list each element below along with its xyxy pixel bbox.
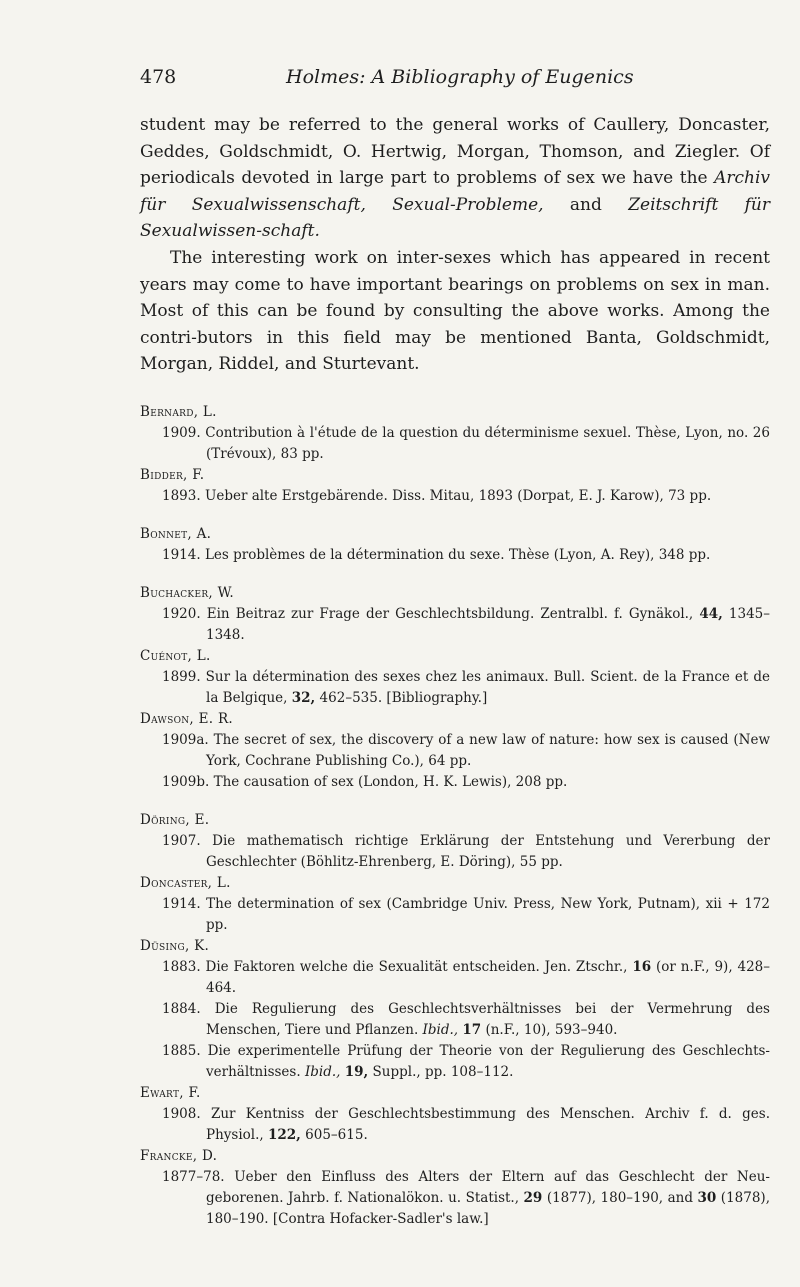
bib-text: (or n.F., 9), 428–464. [206,958,770,996]
bib-text: Ueber alte Erstgebärende. Diss. Mitau, 1893 (Dorpat, E. J. Karow), 73 pp. [200,487,712,504]
bibliography-list [140,402,770,1230]
bib-volume: 122, [267,1126,301,1143]
running-header [140,66,658,96]
page-body [140,112,770,1230]
bib-year: 1914. [162,546,201,563]
bib-entry [162,604,770,646]
bib-volume: 32, [291,689,316,706]
bib-text: (n.F., 10), 593–940. [481,1021,618,1038]
bib-text: The secret of sex, the discovery of a new law of nature: how sex is caused (New York, Cochrane Publishing Co.), 64 pp. [206,731,770,769]
bib-text: 1345–1348. [206,605,771,643]
bib-entry [162,730,770,772]
bib-text: Contribution à l'étude de la question du déterminisme sexuel. Thèse, Lyon, no. 26 (Trévoux), 83 pp. [200,424,770,462]
bib-year: 1893. [162,487,201,504]
bib-text: Zur Kentniss der Geschlechtsbestimmung des Menschen. Archiv f. d. ges. Physiol., [200,1105,770,1143]
bib-volume: 16 [632,958,652,975]
bib-text: Die experimentelle Prüfung der Theorie von der Regulierung des Geschlechts-verhältnisses. [200,1042,770,1080]
bib-text: (1878), 180–190. [Contra Hofacker-Sadler's law.] [206,1189,770,1227]
bib-entry [162,423,770,465]
bib-text: Les problèmes de la détermination du sexe. Thèse (Lyon, A. Rey), 348 pp. [200,546,711,563]
intersex-paragraph: The interesting work on inter-sexes which has appeared in recent years may come to have important bearings on problems on sex in man. Most of this can be found by consulting the above works. Among the contri-butors in this field may be mentioned Banta, Goldschmidt, Morgan, Riddel, and Sturtevant. [140,247,770,375]
page-number: 478 [140,66,177,88]
bib-entry [162,1167,770,1230]
bib-text: The determination of sex (Cambridge Univ. Press, New York, Putnam), xii + 172 pp. [200,895,770,933]
bib-year: 1907. [162,832,201,849]
bib-year: 1877–78. [162,1168,225,1185]
bib-author: Bernard, L. [140,403,217,420]
bib-text: Suppl., pp. 108–112. [368,1063,514,1080]
bib-author: Bidder, F. [140,466,205,483]
bib-ibid: Ibid., [422,1021,459,1038]
bib-year: 1884. [162,1000,201,1017]
bib-author: Buchacker, W. [140,584,234,601]
bib-entry [162,1041,770,1083]
bib-entry [162,667,770,709]
paragraph-text: student may be referred to the general works of Caullery, Doncaster, Geddes, Goldschmidt, O. Hertwig, Morgan, Thomson, and Ziegler. Of periodicals devoted in large part to problems of sex we have the [140,115,770,189]
bib-text: Ein Beitraz zur Frage der Geschlechtsbildung. Zentralbl. f. Gynäkol., [200,605,700,622]
bib-entry [162,1104,770,1146]
bib-text: The causation of sex (London, H. K. Lewis), 208 pp. [209,773,568,790]
bib-ibid: Ibid., [304,1063,341,1080]
bib-year: 1909b. [162,773,210,790]
bib-author: Bonnet, A. [140,525,212,542]
bib-entry [162,999,770,1041]
bib-volume: 29 [523,1189,543,1206]
bib-volume: 30 [697,1189,717,1206]
bib-text: Ueber den Einfluss des Alters der Eltern auf das Geschlecht der Neu-geborenen. Jahrb. f. Nationalökon. u. Statist., [206,1168,770,1206]
bib-entry [162,772,770,793]
bib-text: 462–535. [Bibliography.] [315,689,488,706]
periodical-titles: Archiv für Sexualwissenschaft, Sexual-Probleme, [140,168,770,215]
bib-author: Doncaster, L. [140,874,231,891]
bib-text: Die Regulierung des Geschlechtsverhältnisses bei der Vermehrung des Menschen, Tiere und Pflanzen. [200,1000,770,1038]
bib-volume: 19, [344,1063,369,1080]
bib-author: Ewart, F. [140,1084,201,1101]
bib-text: 605–615. [300,1126,368,1143]
bib-text: Sur la détermination des sexes chez les animaux. Bull. Scient. de la France et de la Belgique, [200,668,770,706]
bib-year: 1885. [162,1042,201,1059]
bib-text: Die mathematisch richtige Erklärung der Entstehung und Vererbung der Geschlechter (Böhlitz-Ehrenberg, E. Döring), 55 pp. [200,832,770,870]
bib-year: 1908. [162,1105,201,1122]
bib-year: 1914. [162,895,201,912]
bib-text: (1877), 180–190, and [542,1189,698,1206]
bib-year: 1883. [162,958,201,975]
bib-entry [162,894,770,936]
bib-entry [162,486,770,507]
bib-year: 1909. [162,424,201,441]
running-title: Holmes: A Bibliography of Eugenics [286,66,634,88]
bib-entry [162,545,770,566]
bib-year: 1909a. [162,731,209,748]
bib-author: Döring, E. [140,811,210,828]
bib-entry [162,831,770,873]
bib-text: Die Faktoren welche die Sexualität entscheiden. Jen. Ztschr., [200,958,633,975]
periodical-title: Zeitschrift für Sexualwissen-schaft. [140,194,771,242]
intro-paragraph [140,112,770,245]
bib-entry [162,957,770,999]
bib-author: Dawson, E. R. [140,710,234,727]
bib-year: 1920. [162,605,201,622]
bib-author: Cuénot, L. [140,647,211,664]
bib-author: Francke, D. [140,1147,218,1164]
bib-year: 1899. [162,668,201,685]
bib-author: Düsing, K. [140,937,210,954]
bib-volume: 17 [462,1021,482,1038]
bib-volume: 44, [699,605,723,622]
paragraph-text: and [543,194,629,215]
